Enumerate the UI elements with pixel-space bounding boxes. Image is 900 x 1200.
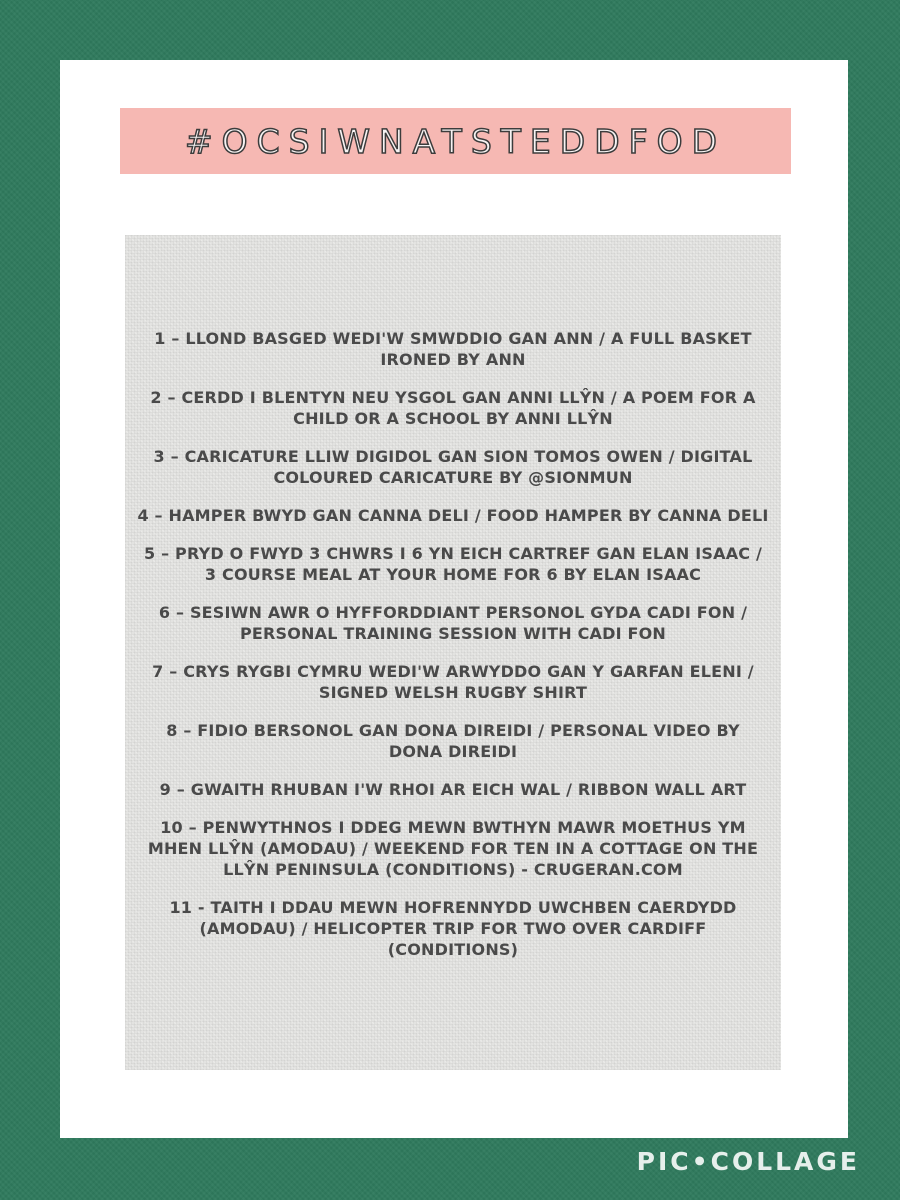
prize-item-2: 2 – CERDD I BLENTYN NEU YSGOL GAN ANNI LLŶN / A POEM FOR A CHILD OR A SCHOOL BY ANNI LLŶN: [150, 388, 756, 428]
prize-list: [125, 328, 781, 960]
prize-item-3: 3 – CARICATURE LLIW DIGIDOL GAN SION TOMOS OWEN / DIGITAL COLOURED CARICATURE BY @SIONMUN: [153, 447, 753, 487]
prize-item-5: 5 – PRYD O FWYD 3 CHWRS I 6 YN EICH CARTREF GAN ELAN ISAAC / 3 COURSE MEAL AT YOUR HOME FOR 6 BY ELAN ISAAC: [143, 544, 763, 584]
collage-card: [60, 60, 848, 1138]
prize-item-10: 10 – PENWYTHNOS I DDEG MEWN BWTHYN MAWR MOETHUS YM MHEN LLŶN (AMODAU) / WEEKEND FOR TEN IN A COTTAGE ON THE LLŶN PENINSULA (CONDITIONS) - CRUGERAN.COM: [147, 818, 759, 879]
pic-collage-watermark: PIC•COLLAGE: [636, 1147, 860, 1176]
prize-item-6: 6 – SESIWN AWR O HYFFORDDIANT PERSONOL GYDA CADI FON / PERSONAL TRAINING SESSION WITH CADI FON: [158, 603, 748, 643]
page-title: #OCSIWNATSTEDDFOD: [185, 121, 726, 161]
title-banner: [120, 108, 791, 174]
prize-item-11: 11 - TAITH I DDAU MEWN HOFRENNYDD UWCHBEN CAERDYDD (AMODAU) / HELICOPTER TRIP FOR TWO OVER CARDIFF (CONDITIONS): [169, 898, 737, 959]
prize-item-4: 4 – HAMPER BWYD GAN CANNA DELI / FOOD HAMPER BY CANNA DELI: [137, 506, 769, 525]
prize-item-1: 1 – LLOND BASGED WEDI'W SMWDDIO GAN ANN / A FULL BASKET IRONED BY ANN: [154, 329, 752, 369]
prize-list-panel: [125, 235, 781, 1070]
prize-item-9: 9 – GWAITH RHUBAN I'W RHOI AR EICH WAL / RIBBON WALL ART: [159, 780, 747, 799]
prize-item-8: 8 – FIDIO BERSONOL GAN DONA DIREIDI / PERSONAL VIDEO BY DONA DIREIDI: [166, 721, 740, 761]
prize-item-7: 7 – CRYS RYGBI CYMRU WEDI'W ARWYDDO GAN Y GARFAN ELENI / SIGNED WELSH RUGBY SHIRT: [152, 662, 754, 702]
